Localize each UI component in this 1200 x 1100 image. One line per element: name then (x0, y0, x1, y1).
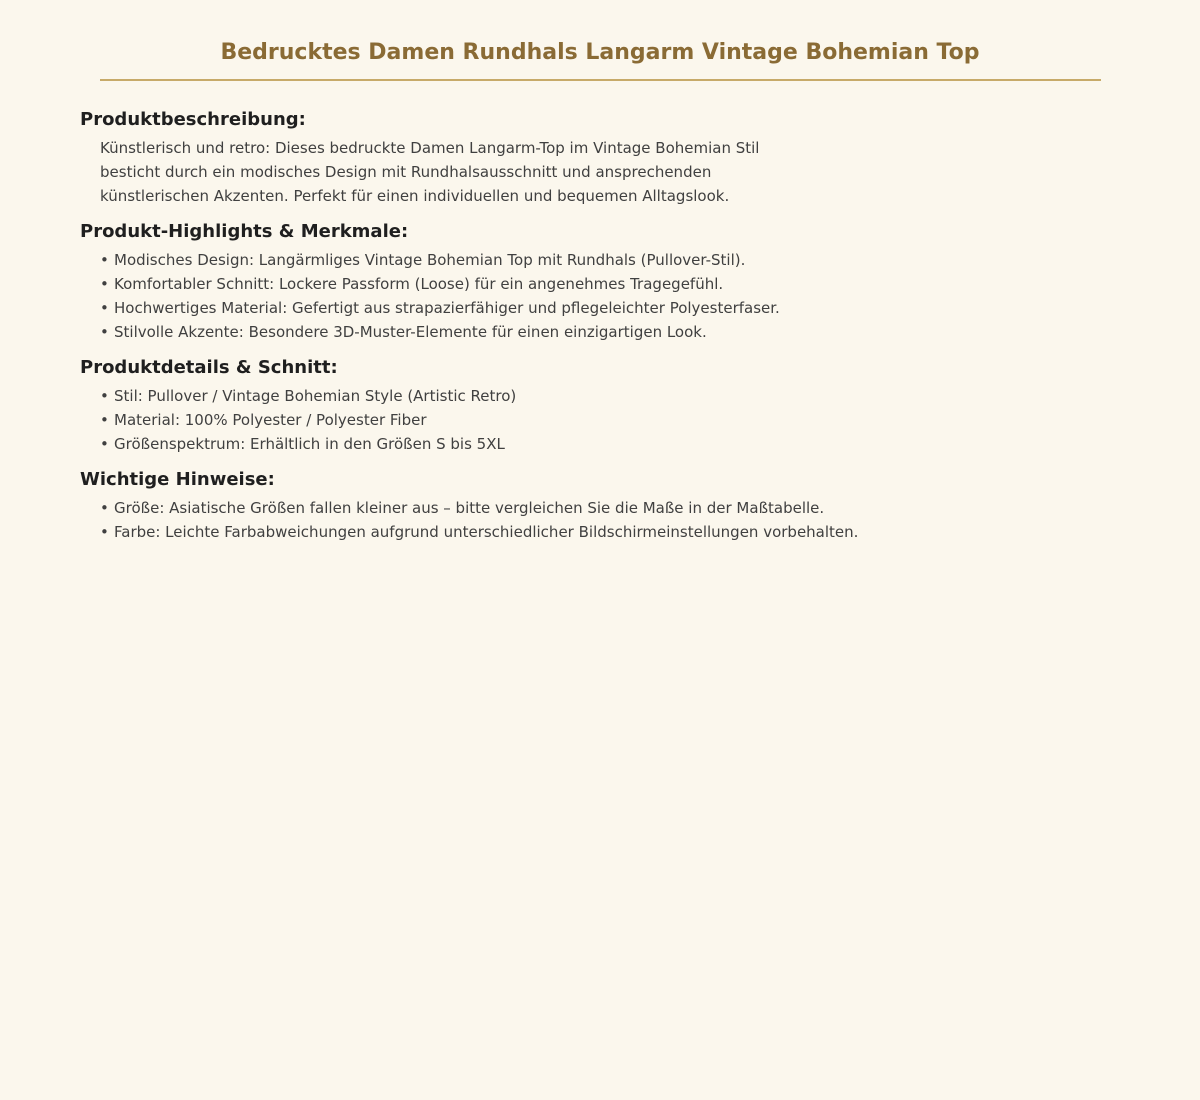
highlight-item (100, 320, 1120, 344)
note-item (100, 520, 1120, 544)
bullet-icon: • (100, 323, 109, 341)
product-content (80, 108, 1120, 556)
highlight-item-text: Komfortabler Schnitt: Lockere Passform (Loose) für ein angenehmes Tragegefühl. (114, 275, 724, 293)
bullet-icon: • (100, 275, 109, 293)
highlight-item (100, 272, 1120, 296)
description-text: Künstlerisch und retro: Dieses bedruckte Damen Langarm-Top im Vintage Bohemian Stil besticht durch ein modisches Design mit Rundhalsausschnitt und ansprechenden künstlerischen Akzenten. Perfekt für einen individuellen und bequemen Alltagslook. (100, 139, 760, 205)
bullet-icon: • (100, 251, 109, 269)
details-section (80, 356, 1120, 456)
highlights-section (80, 220, 1120, 344)
highlight-item (100, 296, 1120, 320)
bullet-icon: • (100, 387, 109, 405)
bullet-icon: • (100, 499, 109, 517)
detail-item (100, 384, 1120, 408)
detail-item (100, 408, 1120, 432)
title-divider (100, 79, 1101, 81)
bullet-icon: • (100, 299, 109, 317)
note-item-text: Größe: Asiatische Größen fallen kleiner aus – bitte vergleichen Sie die Maße in der Maßtabelle. (114, 499, 825, 517)
detail-item (100, 432, 1120, 456)
highlight-item-text: Modisches Design: Langärmliges Vintage Bohemian Top mit Rundhals (Pullover-Stil). (114, 251, 746, 269)
highlights-list (80, 248, 1120, 344)
highlight-item (100, 248, 1120, 272)
note-item-text: Farbe: Leichte Farbabweichungen aufgrund unterschiedlicher Bildschirmeinstellungen vorbehalten. (114, 523, 859, 541)
highlight-item-text: Stilvolle Akzente: Besondere 3D-Muster-Elemente für einen einzigartigen Look. (114, 323, 707, 341)
bullet-icon: • (100, 411, 109, 429)
description-heading: Produktbeschreibung: (80, 109, 306, 130)
notes-section (80, 468, 1120, 544)
detail-item-text: Stil: Pullover / Vintage Bohemian Style (Artistic Retro) (114, 387, 517, 405)
page-title: Bedrucktes Damen Rundhals Langarm Vintage Bohemian Top (220, 40, 980, 65)
notes-heading: Wichtige Hinweise: (80, 469, 275, 490)
note-item (100, 496, 1120, 520)
highlight-item-text: Hochwertiges Material: Gefertigt aus strapazierfähiger und pflegeleichter Polyesterfaser. (114, 299, 780, 317)
bullet-icon: • (100, 435, 109, 453)
detail-item-text: Größenspektrum: Erhältlich in den Größen S bis 5XL (114, 435, 505, 453)
bullet-icon: • (100, 523, 109, 541)
details-list (80, 384, 1120, 456)
detail-item-text: Material: 100% Polyester / Polyester Fiber (114, 411, 427, 429)
notes-list (80, 496, 1120, 544)
highlights-heading: Produkt-Highlights & Merkmale: (80, 221, 409, 242)
details-heading: Produktdetails & Schnitt: (80, 357, 338, 378)
description-section (80, 108, 1120, 208)
